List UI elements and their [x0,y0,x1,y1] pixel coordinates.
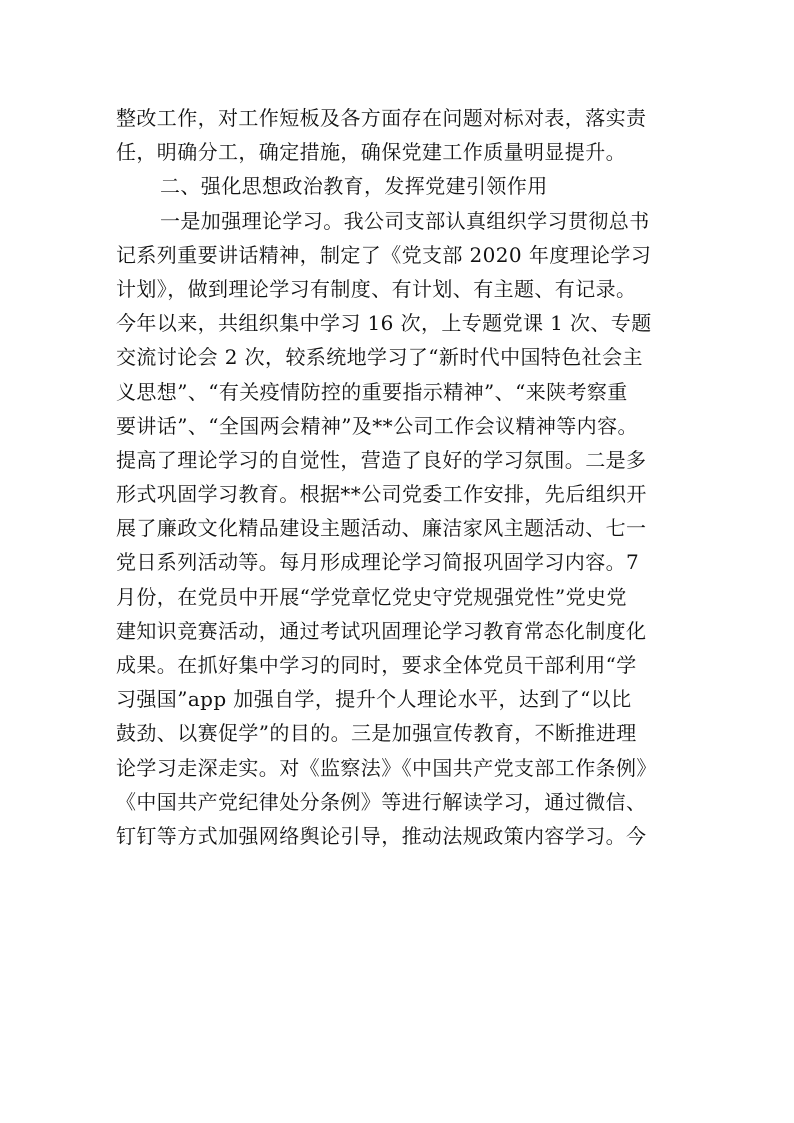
text-line: 建知识竞赛活动，通过考试巩固理论学习教育常态化制度化 [116,618,647,643]
text-line: 任，明确分工，确定措施，确保党建工作质量明显提升。 [116,140,626,165]
text-line: 鼓劲、以赛促学”的目的。三是加强宣传教育，不断推进理 [116,721,637,746]
text-line: 钉钉等方式加强网络舆论引导，推动法规政策内容学习。今 [116,823,647,848]
text-line: 记系列重要讲话精神，制定了《党支部 2020 年度理论学习 [116,242,652,267]
text-line: 要讲话”、“全国两会精神”及**公司工作会议精神等内容。 [116,413,638,438]
text-line: 提高了理论学习的自觉性，营造了良好的学习氛围。二是多 [116,447,647,472]
text-line: 一是加强理论学习。我公司支部认真组织学习贯彻总书 [160,208,650,233]
text-line: 党日系列活动等。每月形成理论学习简报巩固学习内容。7 [116,550,640,575]
text-line: 计划》，做到理论学习有制度、有计划、有主题、有记录。 [116,276,637,301]
text-line: 成果。在抓好集中学习的同时，要求全体党员干部利用“学 [116,653,637,677]
text-line: 今年以来，共组织集中学习 16 次，上专题党课 1 次、专题 [116,311,652,336]
text-line: 整改工作，对工作短板及各方面存在问题对标对表，落实责 [116,106,647,130]
text-line: 展了廉政文化精品建设主题活动、廉洁家风主题活动、七一 [116,516,647,541]
text-line: 《中国共产党纪律处分条例》等进行解读学习，通过微信、 [116,789,647,814]
body-text [116,101,696,853]
text-line: 月份，在党员中开展“学党章忆党史守党规强党性”党史党 [116,584,627,609]
text-line: 义思想”、“有关疫情防控的重要指示精神”、“来陕考察重 [116,379,628,404]
section-heading: 二、强化思想政治教育，发挥党建引领作用 [160,174,548,199]
text-line: 交流讨论会 2 次，较系统地学习了“新时代中国特色社会主 [116,345,643,370]
text-line: 习强国”app 加强自学，提升个人理论水平，达到了“以比 [116,687,632,712]
text-line: 论学习走深走实。对《监察法》《中国共产党支部工作条例》 [116,755,657,780]
text-line: 形式巩固学习教育。根据**公司党委工作安排，先后组织开 [116,482,647,507]
